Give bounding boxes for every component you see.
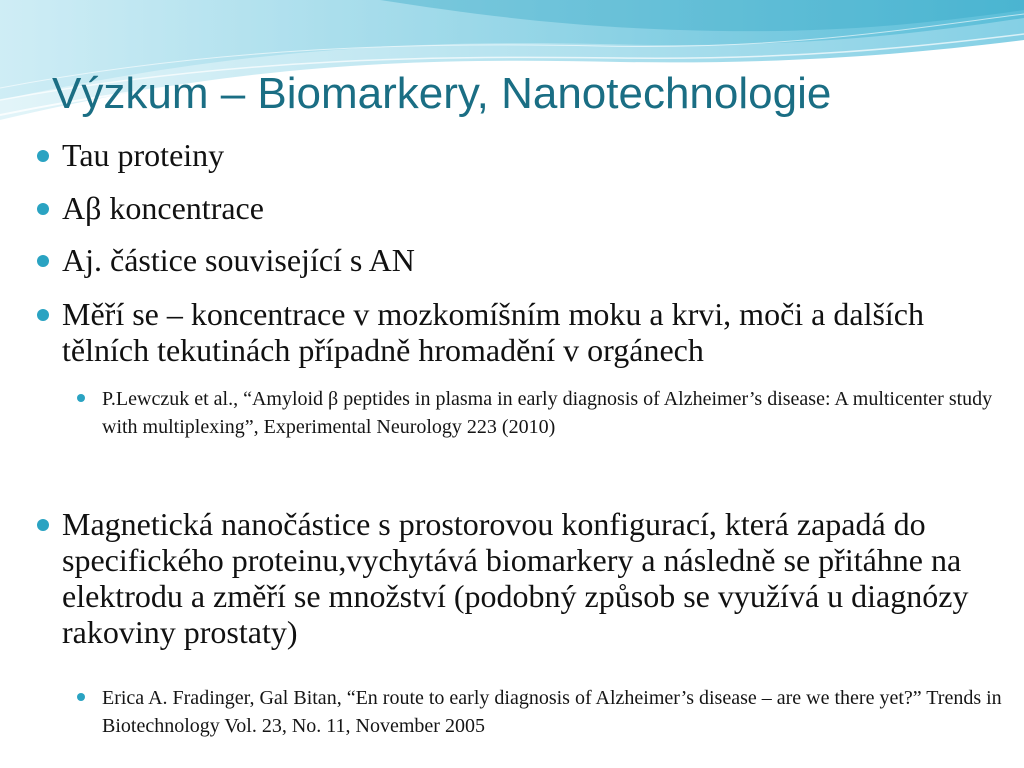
bullet-dot-icon (37, 255, 49, 267)
bullet-dot-icon (37, 519, 49, 531)
bullet-dot-icon (37, 309, 49, 321)
bullet-item (62, 190, 1007, 226)
bullet-item (62, 242, 1007, 278)
bullet-dot-icon (37, 150, 49, 162)
bullet-text: Aj. částice související s AN (62, 242, 415, 278)
bullet-text: Tau proteiny (62, 137, 225, 173)
reference-text: P.Lewczuk et al., “Amyloid β peptides in plasma in early diagnosis of Alzheimer’s disease: A multicenter study with multiplexing”, Experimental Neurology 223 (2010) (102, 388, 993, 438)
slide-title: Výzkum – Biomarkery, Nanotechnologie (52, 69, 832, 118)
reference-item (102, 684, 1002, 740)
bullet-text: Aβ koncentrace (62, 190, 264, 226)
bullet-text: Měří se – koncentrace v mozkomíšním moku a krvi, moči a dalších tělních tekutinách případně hromadění v orgánech (62, 296, 924, 368)
reference-item (102, 385, 1002, 441)
reference-text: Erica A. Fradinger, Gal Bitan, “En route to early diagnosis of Alzheimer’s disease – are we there yet?” Trends in Biotechnology Vol. 23, No. 11, November 2005 (102, 687, 1002, 737)
bullet-item (62, 506, 1007, 650)
bullet-item (62, 296, 1007, 368)
bullet-text: Magnetická nanočástice s prostorovou konfigurací, která zapadá do specifického proteinu,vychytává biomarkery a následně se přitáhne na elektrodu a změří se množství (podobný způsob se využívá u diagnózy rakoviny prostaty) (62, 506, 969, 650)
bullet-item (62, 137, 1007, 173)
sub-bullet-dot-icon (77, 693, 85, 701)
bullet-dot-icon (37, 203, 49, 215)
sub-bullet-dot-icon (77, 394, 85, 402)
